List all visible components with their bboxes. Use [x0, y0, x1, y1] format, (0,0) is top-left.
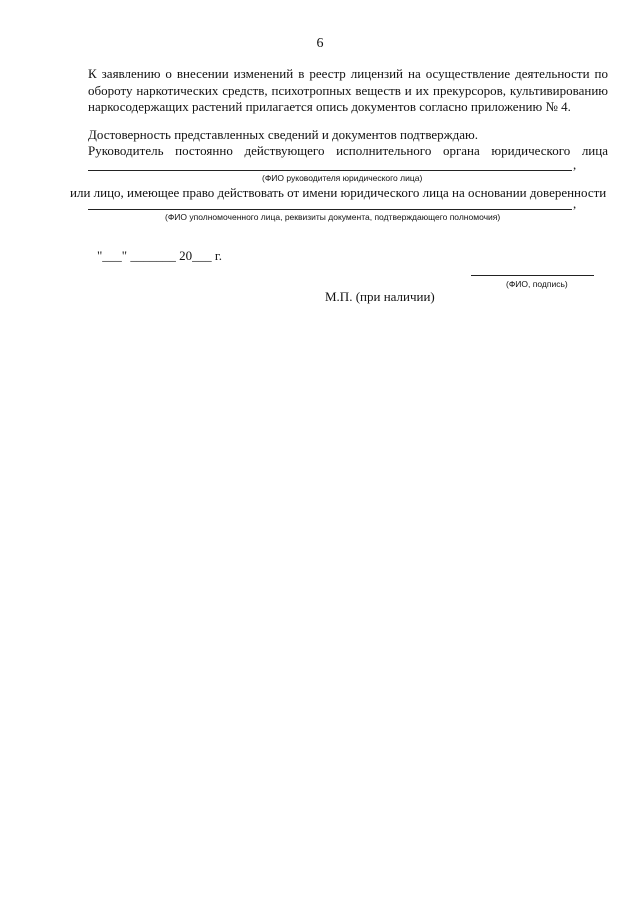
signature-line	[471, 275, 594, 276]
proxy-line-comma: ,	[573, 196, 577, 211]
head-signature-line	[88, 170, 572, 171]
head-caption: (ФИО руководителя юридического лица)	[262, 173, 423, 183]
confirmation-text: Достоверность представленных сведений и документов подтверждаю.	[88, 127, 478, 142]
date-field: "___" _______ 20___ г.	[97, 248, 222, 263]
head-of-organization-line: Руководитель постоянно действующего исполнительного органа юридического лица	[88, 143, 608, 158]
attachment-paragraph: К заявлению о внесении изменений в реестр лицензий на осуществление деятельности по обороту наркотических средств, психотропных веществ и их прекурсоров, культивированию наркосодержащих растений прилагается опись документов согласно приложению № 4.	[88, 66, 608, 114]
proxy-caption: (ФИО уполномоченного лица, реквизиты документа, подтверждающего полномочия)	[165, 212, 501, 222]
proxy-line-text: или лицо, имеющее право действовать от имени юридического лица на основании доверенности	[70, 185, 607, 200]
head-line-comma: ,	[573, 157, 577, 172]
stamp-placeholder: М.П. (при наличии)	[325, 289, 435, 304]
page-number: 6	[316, 36, 324, 51]
proxy-signature-line	[88, 209, 572, 210]
signature-caption: (ФИО, подпись)	[506, 279, 568, 289]
